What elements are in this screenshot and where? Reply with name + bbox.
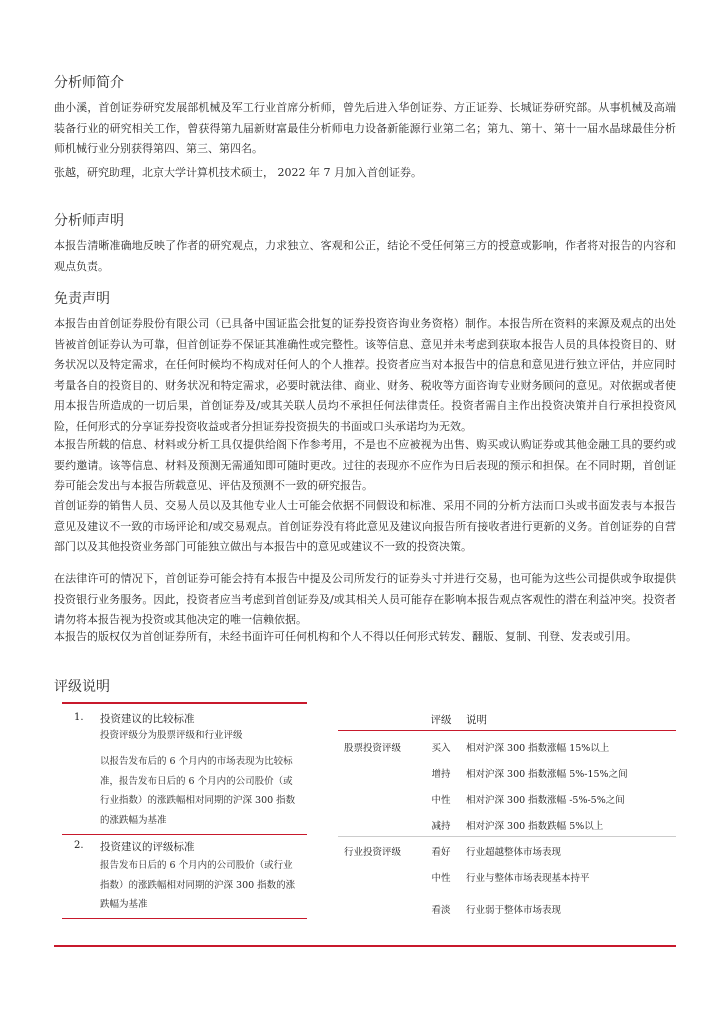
table-row-desc: 相对沪深 300 指数涨幅 -5%-5%之间	[466, 795, 625, 806]
disclaimer-paragraph-1: 本报告由首创证券股份有限公司（已具备中国证监会批复的证券投资咨询业务资格）制作。本报告所在资料的来源及观点的出处皆被首创证券认为可靠，但首创证券不保证其准确性或完整性。该等信息、意见并未考虑到获取本报告人员的具体投资目的、财务状况以及特定需求，在任何时候均不构成对任何人的个人推荐。投资者应当对本报告中的信息和意见进行独立评估，并应同时考量各自的投资目的、财务状况和特定需求，必要时就法律、商业、财务、税收等方面咨询专业财务顾问的意见。对依据或者使用本报告所造成的一切后果，首创证券及/或其关联人员均不承担任何法律责任。投资者需自主作出投资决策并自行承担投资风险，任何形式的分享证券投资收益或者分担证券投资损失的书面或口头承诺均为无效。	[54, 317, 676, 433]
table-row-desc: 相对沪深 300 指数跌幅 5%以上	[466, 821, 604, 832]
criteria-1-text: 投资评级分为股票评级和行业评级	[100, 730, 243, 741]
criteria-bottom-rule	[62, 918, 307, 919]
table-row-desc: 行业与整体市场表现基本持平	[466, 873, 590, 884]
criteria-1-number: 1.	[74, 712, 84, 723]
table-row-rating: 减持	[431, 821, 451, 832]
disclaimer-paragraph-3: 首创证券的销售人员、交易人员以及其他专业人士可能会依据不同假设和标准、采用不同的分析方法而口头或书面发表与本报告意见及建议不一致的市场评论和/或交易观点。首创证券没有将此意见及建议向报告所有接收者进行更新的义务。首创证券的自营部门以及其他投资业务部门可能独立做出与本报告中的意见或建议不一致的投资决策。	[54, 499, 676, 553]
table-row-rating: 看好	[431, 847, 451, 858]
ratings-heading: 评级说明	[54, 679, 110, 695]
table-row-desc: 相对沪深 300 指数涨幅 15%以上	[466, 743, 610, 754]
table-row-rating: 看淡	[431, 905, 451, 916]
analyst-statement-paragraph: 本报告清晰准确地反映了作者的研究观点，力求独立、客观和公正，结论不受任何第三方的授意或影响，作者将对报告的内容和观点负责。	[54, 239, 676, 273]
disclaimer-paragraph-5: 本报告的版权仅为首创证券所有，未经书面许可任何机构和个人不得以任何形式转发、翻版、复制、刊登、发表或引用。	[54, 630, 637, 643]
table-group-divider	[338, 836, 676, 837]
disclaimer-paragraph-4: 在法律许可的情况下，首创证券可能会持有本报告中提及公司所发行的证券头寸并进行交易，也可能为这些公司提供或争取提供投资银行业务服务。因此，投资者应当考虑到首创证券及/或其相关人员可能存在影响本报告观点客观性的潜在利益冲突。投资者请勿将本报告视为投资或其他决定的唯一信赖依据。	[54, 572, 676, 626]
table-stock-category: 股票投资评级	[344, 743, 402, 754]
table-header-rating: 评级	[430, 714, 452, 726]
analyst-intro-paragraph-2: 张越，研究助理，北京大学计算机技术硕士， 2022 年 7 月加入首创证券。	[54, 166, 422, 179]
criteria-2-text: 报告发布日后的 6 个月内的公司股价（或行业指数）的涨跌幅相对同期的沪深 300 指数的涨跌幅为基准	[100, 860, 296, 910]
ratings-criteria	[62, 702, 307, 932]
table-industry-category: 行业投资评级	[344, 847, 402, 858]
table-row-desc: 相对沪深 300 指数涨幅 5%-15%之间	[466, 769, 628, 780]
ratings-table	[338, 702, 676, 932]
table-header-desc: 说明	[466, 714, 487, 726]
table-header-rule	[338, 730, 676, 731]
disclaimer-paragraph-2: 本报告所载的信息、材料或分析工具仅提供给阁下作参考用，不是也不应被视为出售、购买或认购证券或其他金融工具的要约或要约邀请。该等信息、材料及预测无需通知即可随时更改。过往的表现亦不应作为日后表现的预示和担保。在不同时期，首创证券可能会发出与本报告所载意见、评估及预测不一致的研究报告。	[54, 438, 676, 492]
criteria-1-text-2: 以报告发布后的 6 个月内的市场表现为比较标准，报告发布日后的 6 个月内的公司股价（或行业指数）的涨跌幅相对同期的沪深 300 指数的涨跌幅为基准	[100, 756, 296, 826]
disclaimer-heading: 免责声明	[54, 291, 110, 307]
table-row-desc: 行业超越整体市场表现	[466, 847, 562, 858]
criteria-divider	[62, 834, 307, 835]
criteria-1-title: 投资建议的比较标准	[100, 713, 195, 725]
criteria-2-number: 2.	[74, 840, 84, 851]
footer-rule	[54, 945, 676, 947]
analyst-intro-paragraph-1: 曲小溪，首创证券研究发展部机械及军工行业首席分析师，曾先后进入华创证券、方正证券、长城证券研究部。从事机械及高端装备行业的研究相关工作，曾获得第九届新财富最佳分析师电力设备新能源行业第二名；第九、第十、第十一届水晶球最佳分析师机械行业分别获得第四、第三、第四名。	[54, 101, 676, 155]
table-row-desc: 行业弱于整体市场表现	[466, 905, 562, 916]
table-row-rating: 中性	[431, 873, 451, 884]
ratings-section	[54, 702, 676, 932]
table-row-rating: 中性	[431, 795, 451, 806]
analyst-statement-heading: 分析师声明	[54, 213, 124, 229]
criteria-2-title: 投资建议的评级标准	[100, 841, 195, 853]
table-row-rating: 买入	[431, 743, 451, 754]
analyst-intro-heading: 分析师简介	[54, 75, 124, 91]
table-row-rating: 增持	[431, 769, 451, 780]
criteria-top-rule	[62, 702, 307, 704]
